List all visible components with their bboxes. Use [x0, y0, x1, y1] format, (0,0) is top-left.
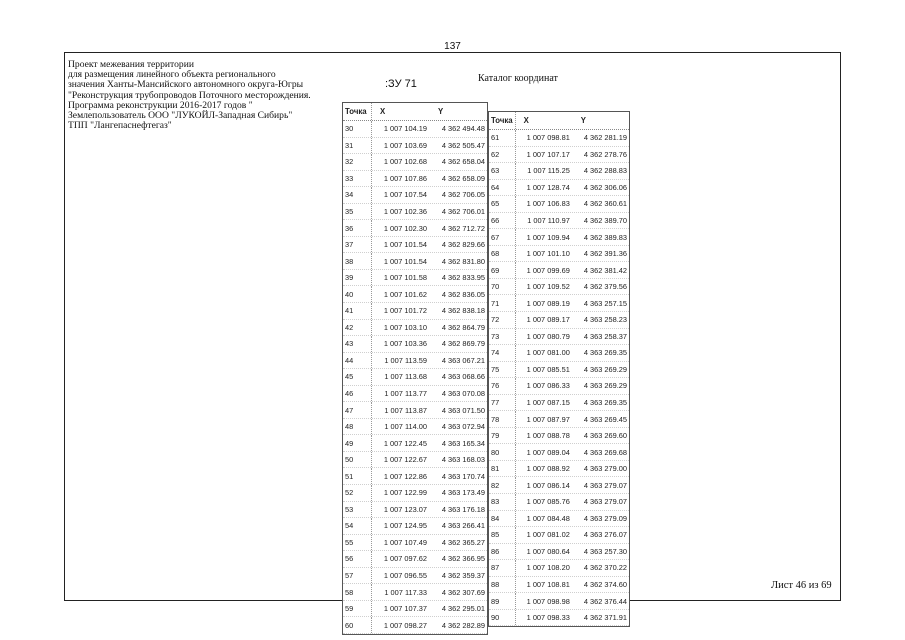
point-cell: 66 — [489, 213, 516, 229]
y-cell: 4 363 279.07 — [583, 497, 627, 507]
y-cell: 4 363 269.35 — [583, 348, 627, 358]
x-cell: 1 007 103.69 — [383, 140, 427, 150]
y-cell: 4 362 379.56 — [583, 282, 627, 292]
coordinate-table-left — [342, 102, 488, 635]
y-cell: 4 362 307.69 — [441, 587, 485, 597]
table-row — [489, 147, 629, 164]
y-cell: 4 362 494.48 — [441, 124, 485, 134]
table-row — [343, 369, 487, 386]
y-cell: 4 362 389.83 — [583, 232, 627, 242]
point-cell: 34 — [343, 187, 372, 203]
point-cell: 39 — [343, 270, 372, 286]
project-line: "Реконструкция трубопроводов Поточного месторождения. — [68, 89, 311, 101]
point-cell: 49 — [343, 435, 372, 451]
point-cell: 61 — [489, 130, 516, 146]
point-cell: 82 — [489, 477, 516, 493]
y-cell: 4 362 381.42 — [583, 265, 627, 275]
x-cell: 1 007 080.64 — [526, 546, 570, 556]
header-y: Y — [580, 116, 586, 125]
table-row — [343, 336, 487, 353]
table-row — [489, 130, 629, 147]
point-cell: 71 — [489, 295, 516, 311]
x-cell: 1 007 096.55 — [383, 571, 427, 581]
project-line: Программа реконструкции 2016-2017 годов " — [68, 99, 253, 111]
table-row — [343, 551, 487, 568]
x-cell: 1 007 122.86 — [383, 471, 427, 481]
y-cell: 4 362 370.22 — [583, 563, 627, 573]
y-cell: 4 362 281.19 — [583, 133, 627, 143]
project-line: Проект межевания территории — [68, 59, 194, 70]
table-row — [343, 204, 487, 221]
point-cell: 89 — [489, 593, 516, 609]
x-cell: 1 007 110.97 — [527, 216, 570, 225]
x-cell: 1 007 122.45 — [383, 438, 427, 448]
y-cell: 4 362 376.44 — [583, 596, 627, 606]
x-cell: 1 007 088.92 — [526, 464, 570, 474]
point-cell: 77 — [489, 395, 516, 411]
point-cell: 81 — [489, 461, 516, 477]
y-cell: 4 363 173.49 — [441, 488, 485, 498]
project-line: для размещения линейного объекта регионального — [68, 69, 276, 81]
y-cell: 4 362 505.47 — [441, 140, 485, 150]
x-cell: 1 007 101.72 — [383, 306, 427, 316]
table-row — [343, 320, 487, 337]
x-cell: 1 007 081.02 — [526, 530, 570, 540]
table-row — [489, 378, 629, 395]
x-cell: 1 007 084.48 — [526, 513, 570, 523]
x-cell: 1 007 089.04 — [526, 447, 570, 457]
table-row — [489, 246, 629, 263]
y-cell: 4 362 374.60 — [583, 580, 627, 590]
y-cell: 4 363 070.08 — [441, 389, 485, 399]
y-cell: 4 362 706.01 — [441, 207, 485, 216]
x-cell: 1 007 101.54 — [383, 256, 427, 266]
table-row — [489, 610, 629, 627]
table-row — [343, 303, 487, 320]
y-cell: 4 363 072.94 — [441, 422, 485, 432]
point-cell: 44 — [343, 353, 372, 369]
lot-label: :ЗУ 71 — [385, 78, 417, 90]
x-cell: 1 007 081.00 — [526, 348, 570, 358]
y-cell: 4 363 071.50 — [441, 405, 485, 415]
x-cell: 1 007 098.33 — [526, 613, 570, 623]
point-cell: 76 — [489, 378, 516, 394]
project-line: значения Ханты-Мансийского автономного округа-Югры — [68, 79, 304, 91]
x-cell: 1 007 088.78 — [526, 431, 570, 441]
y-cell: 4 363 269.60 — [583, 431, 627, 441]
x-cell: 1 007 098.81 — [526, 133, 570, 143]
table-row — [343, 286, 487, 303]
table-row — [343, 584, 487, 601]
y-cell: 4 363 258.23 — [583, 315, 627, 325]
x-cell: 1 007 099.69 — [526, 265, 570, 275]
y-cell: 4 363 165.34 — [441, 438, 485, 448]
table-row — [343, 485, 487, 502]
y-cell: 4 363 279.09 — [583, 513, 627, 523]
x-cell: 1 007 098.27 — [383, 620, 427, 630]
point-cell: 84 — [489, 511, 516, 527]
project-line: Землепользователь ООО "ЛУКОЙЛ-Западная Сибирь" — [68, 110, 293, 122]
table-row — [489, 560, 629, 577]
header-point: Точка — [343, 103, 372, 120]
x-cell: 1 007 086.14 — [526, 480, 570, 490]
x-cell: 1 007 109.52 — [526, 282, 570, 292]
table-row — [343, 468, 487, 485]
x-cell: 1 007 108.20 — [526, 563, 570, 573]
table-row — [343, 402, 487, 419]
table-row — [343, 502, 487, 519]
y-cell: 4 363 176.18 — [441, 504, 485, 514]
y-cell: 4 362 658.04 — [441, 157, 485, 167]
y-cell: 4 363 279.00 — [583, 464, 627, 474]
table-row — [489, 444, 629, 461]
table-row — [343, 253, 487, 270]
table-row — [489, 196, 629, 213]
project-line: ТПП "Лангепаснефтегаз" — [68, 120, 172, 132]
y-cell: 4 362 833.95 — [441, 273, 485, 283]
point-cell: 88 — [489, 577, 516, 593]
table-row — [489, 329, 629, 346]
x-cell: 1 007 113.77 — [384, 389, 427, 399]
point-cell: 83 — [489, 494, 516, 510]
point-cell: 58 — [343, 584, 372, 600]
y-cell: 4 363 276.07 — [583, 530, 627, 540]
x-cell: 1 007 101.62 — [383, 289, 427, 299]
x-cell: 1 007 114.00 — [384, 422, 427, 432]
point-cell: 72 — [489, 312, 516, 328]
project-description — [68, 60, 311, 131]
x-cell: 1 007 107.37 — [383, 604, 427, 614]
y-cell: 4 362 278.76 — [583, 149, 627, 159]
x-cell: 1 007 102.68 — [383, 157, 427, 167]
y-cell: 4 363 279.07 — [583, 480, 627, 490]
x-cell: 1 007 106.83 — [526, 199, 570, 209]
table-row — [489, 262, 629, 279]
table-row — [489, 395, 629, 412]
point-cell: 65 — [489, 196, 516, 212]
y-cell: 4 363 068.66 — [441, 372, 485, 382]
x-cell: 1 007 108.81 — [526, 580, 570, 590]
point-cell: 40 — [343, 286, 372, 302]
point-cell: 70 — [489, 279, 516, 295]
point-cell: 73 — [489, 329, 516, 345]
x-cell: 1 007 103.10 — [383, 322, 427, 332]
y-cell: 4 362 371.91 — [583, 613, 627, 623]
point-cell: 55 — [343, 535, 372, 551]
x-cell: 1 007 102.36 — [383, 207, 427, 216]
x-cell: 1 007 103.36 — [383, 339, 427, 349]
table-row — [343, 518, 487, 535]
table-row — [489, 180, 629, 197]
point-cell: 42 — [343, 320, 372, 336]
point-cell: 47 — [343, 402, 372, 418]
table-row — [489, 312, 629, 329]
table-row — [343, 237, 487, 254]
y-cell: 4 362 712.72 — [441, 223, 485, 233]
point-cell: 57 — [343, 568, 372, 584]
y-cell: 4 362 658.09 — [441, 173, 485, 183]
table-row — [343, 154, 487, 171]
y-cell: 4 362 829.66 — [441, 240, 485, 250]
y-cell: 4 362 706.05 — [441, 190, 485, 200]
x-cell: 1 007 087.15 — [526, 398, 570, 408]
table-row — [489, 279, 629, 296]
point-cell: 32 — [343, 154, 372, 170]
point-cell: 33 — [343, 171, 372, 187]
point-cell: 74 — [489, 345, 516, 361]
x-cell: 1 007 085.76 — [526, 497, 570, 507]
point-cell: 64 — [489, 180, 516, 196]
x-cell: 1 007 107.54 — [383, 190, 427, 200]
point-cell: 63 — [489, 163, 516, 179]
x-cell: 1 007 086.33 — [526, 381, 570, 391]
table-row — [343, 435, 487, 452]
catalog-title: Каталог координат — [478, 73, 558, 84]
y-cell: 4 362 838.18 — [441, 306, 485, 316]
table-row — [343, 270, 487, 287]
coordinate-table-right — [488, 111, 630, 627]
table-row — [489, 229, 629, 246]
point-cell: 46 — [343, 386, 372, 402]
table-row — [489, 428, 629, 445]
x-cell: 1 007 101.54 — [383, 240, 427, 250]
point-cell: 41 — [343, 303, 372, 319]
point-cell: 36 — [343, 220, 372, 236]
header-x: X — [523, 116, 529, 125]
table-row — [343, 187, 487, 204]
point-cell: 90 — [489, 610, 516, 626]
y-cell: 4 362 864.79 — [441, 322, 485, 332]
page-number: 137 — [444, 41, 461, 52]
x-cell: 1 007 089.19 — [526, 298, 570, 308]
x-cell: 1 007 113.59 — [384, 355, 427, 365]
table-row — [343, 452, 487, 469]
x-cell: 1 007 089.17 — [526, 315, 570, 325]
x-cell: 1 007 117.33 — [384, 587, 427, 597]
y-cell: 4 363 257.30 — [583, 546, 627, 556]
table-row — [343, 535, 487, 552]
y-cell: 4 363 257.15 — [583, 298, 627, 308]
point-cell: 53 — [343, 502, 372, 518]
x-cell: 1 007 097.62 — [383, 554, 427, 564]
x-cell: 1 007 115.25 — [527, 166, 570, 176]
point-cell: 31 — [343, 138, 372, 154]
table-header — [343, 103, 487, 121]
point-cell: 51 — [343, 468, 372, 484]
y-cell: 4 363 067.21 — [441, 355, 485, 365]
table-row — [489, 577, 629, 594]
y-cell: 4 363 168.03 — [441, 455, 485, 465]
x-cell: 1 007 107.86 — [383, 173, 427, 183]
table-row — [343, 220, 487, 237]
point-cell: 59 — [343, 601, 372, 617]
y-cell: 4 363 269.35 — [583, 398, 627, 408]
point-cell: 60 — [343, 617, 372, 633]
table-row — [489, 494, 629, 511]
table-row — [489, 511, 629, 528]
table-row — [343, 617, 487, 634]
table-row — [489, 345, 629, 362]
x-cell: 1 007 113.87 — [384, 405, 427, 415]
y-cell: 4 362 365.27 — [441, 537, 485, 547]
x-cell: 1 007 107.17 — [526, 149, 570, 159]
point-cell: 45 — [343, 369, 372, 385]
table-row — [489, 163, 629, 180]
table-row — [343, 171, 487, 188]
x-cell: 1 007 107.49 — [383, 537, 427, 547]
table-row — [343, 353, 487, 370]
table-row — [489, 213, 629, 230]
y-cell: 4 363 269.45 — [583, 414, 627, 424]
header-y: Y — [438, 107, 444, 116]
y-cell: 4 363 258.37 — [583, 331, 627, 341]
y-cell: 4 362 360.61 — [583, 199, 627, 209]
point-cell: 62 — [489, 147, 516, 163]
table-row — [343, 138, 487, 155]
y-cell: 4 362 869.79 — [441, 339, 485, 349]
table-row — [489, 411, 629, 428]
point-cell: 52 — [343, 485, 372, 501]
point-cell: 68 — [489, 246, 516, 262]
point-cell: 80 — [489, 444, 516, 460]
header-x: X — [380, 107, 386, 116]
x-cell: 1 007 113.68 — [384, 372, 427, 382]
point-cell: 37 — [343, 237, 372, 253]
x-cell: 1 007 124.95 — [383, 521, 427, 531]
table-header — [489, 112, 629, 130]
y-cell: 4 362 306.06 — [583, 182, 627, 192]
x-cell: 1 007 101.58 — [383, 273, 427, 283]
y-cell: 4 362 389.70 — [583, 216, 627, 225]
x-cell: 1 007 122.99 — [383, 488, 427, 498]
x-cell: 1 007 122.67 — [383, 455, 427, 465]
y-cell: 4 362 359.37 — [441, 571, 485, 581]
header-point: Точка — [489, 112, 516, 129]
point-cell: 54 — [343, 518, 372, 534]
point-cell: 43 — [343, 336, 372, 352]
point-cell: 69 — [489, 262, 516, 278]
table-row — [489, 477, 629, 494]
x-cell: 1 007 087.97 — [526, 414, 570, 424]
table-row — [343, 121, 487, 138]
x-cell: 1 007 104.19 — [383, 124, 427, 134]
point-cell: 38 — [343, 253, 372, 269]
y-cell: 4 363 266.41 — [441, 521, 485, 531]
x-cell: 1 007 101.10 — [526, 249, 570, 259]
table-row — [343, 568, 487, 585]
point-cell: 67 — [489, 229, 516, 245]
point-cell: 50 — [343, 452, 372, 468]
y-cell: 4 362 295.01 — [441, 604, 485, 614]
point-cell: 35 — [343, 204, 372, 220]
y-cell: 4 362 836.05 — [441, 289, 485, 299]
y-cell: 4 362 831.80 — [441, 256, 485, 266]
y-cell: 4 363 170.74 — [441, 471, 485, 481]
point-cell: 30 — [343, 121, 372, 137]
point-cell: 75 — [489, 362, 516, 378]
point-cell: 56 — [343, 551, 372, 567]
table-row — [489, 461, 629, 478]
table-row — [343, 419, 487, 436]
table-row — [489, 527, 629, 544]
y-cell: 4 362 391.36 — [583, 249, 627, 259]
y-cell: 4 362 288.83 — [583, 166, 627, 176]
point-cell: 85 — [489, 527, 516, 543]
x-cell: 1 007 128.74 — [526, 182, 570, 192]
y-cell: 4 363 269.68 — [583, 447, 627, 457]
point-cell: 87 — [489, 560, 516, 576]
point-cell: 86 — [489, 544, 516, 560]
x-cell: 1 007 123.07 — [383, 504, 427, 514]
point-cell: 48 — [343, 419, 372, 435]
table-row — [489, 362, 629, 379]
table-row — [343, 386, 487, 403]
x-cell: 1 007 098.98 — [526, 596, 570, 606]
y-cell: 4 362 282.89 — [441, 620, 485, 630]
x-cell: 1 007 109.94 — [526, 232, 570, 242]
y-cell: 4 363 269.29 — [583, 381, 627, 391]
point-cell: 79 — [489, 428, 516, 444]
y-cell: 4 363 269.29 — [583, 364, 627, 374]
x-cell: 1 007 102.30 — [383, 223, 427, 233]
x-cell: 1 007 080.79 — [526, 331, 570, 341]
sheet-number: Лист 46 из 69 — [771, 580, 832, 591]
table-row — [489, 544, 629, 561]
y-cell: 4 362 366.95 — [441, 554, 485, 564]
table-row — [489, 593, 629, 610]
x-cell: 1 007 085.51 — [526, 364, 570, 374]
table-row — [489, 295, 629, 312]
point-cell: 78 — [489, 411, 516, 427]
table-row — [343, 601, 487, 618]
